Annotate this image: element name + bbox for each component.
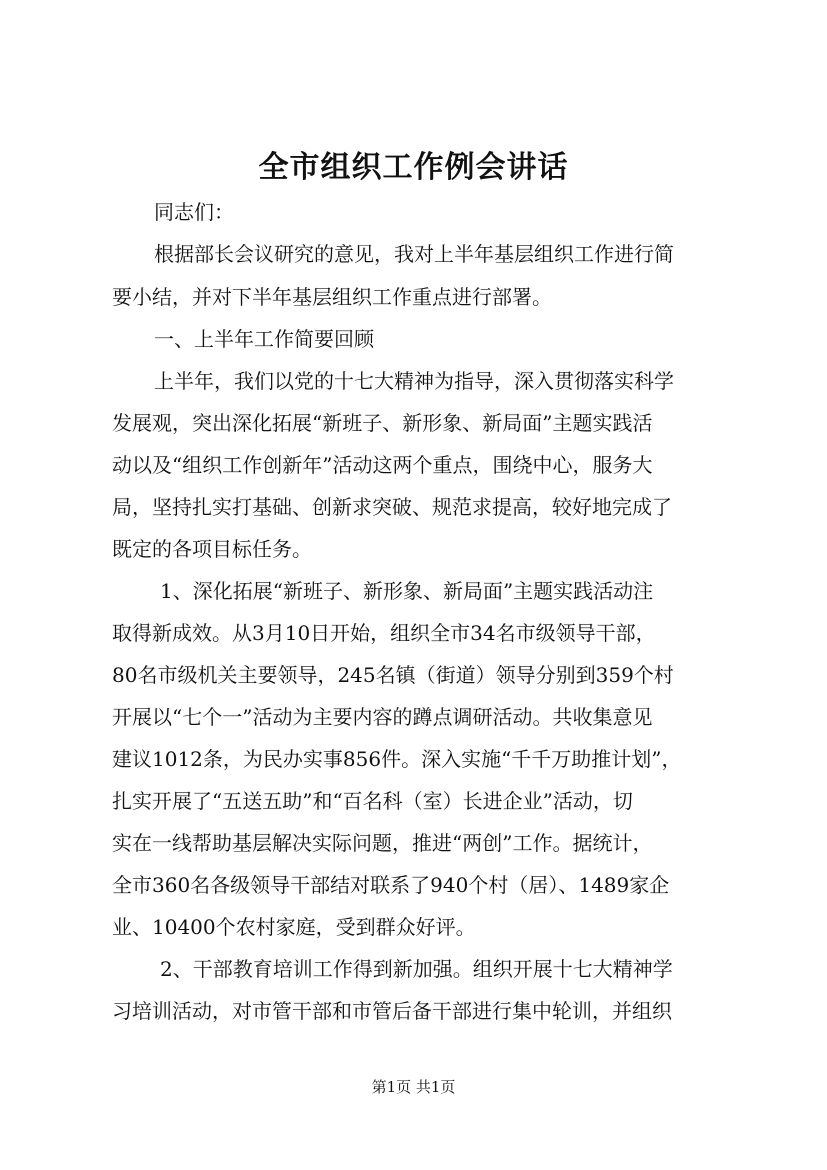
- paragraph-line: 建议1012条，为民办实事856件。深入实施“千千万助推计划”，: [112, 747, 682, 771]
- paragraph-line: 80名市级机关主要领导，245名镇（街道）领导分别到359个村: [112, 663, 674, 687]
- paragraph-line: 业、10400个农村家庭，受到群众好评。: [112, 915, 476, 939]
- section-heading: 一、上半年工作简要回顾: [154, 327, 374, 351]
- paragraph-line: 2、干部教育培训工作得到新加强。组织开展十七大精神学: [160, 957, 673, 981]
- paragraph-line: 全市360名各级领导干部结对联系了940个村（居）、1489家企: [112, 873, 670, 897]
- paragraph-line: 要小结，并对下半年基层组织工作重点进行部署。: [112, 285, 552, 309]
- paragraph-line: 局，坚持扎实打基础、创新求突破、规范求提高，较好地完成了: [112, 495, 672, 519]
- paragraph-line: 1、深化拓展“新班子、新形象、新局面”主题实践活动注: [160, 579, 654, 603]
- paragraph-line: 动以及“组织工作创新年”活动这两个重点，围绕中心，服务大: [112, 453, 653, 477]
- paragraph-line: 扎实开展了“五送五助”和“百名科（室）长进企业”活动，切: [112, 789, 633, 813]
- salutation: 同志们：: [154, 200, 234, 224]
- paragraph-line: 取得新成效。从3月10日开始，组织全市34名市级领导干部，: [112, 621, 656, 645]
- paragraph-line: 既定的各项目标任务。: [112, 537, 312, 561]
- document-title: 全市组织工作例会讲话: [258, 150, 569, 185]
- paragraph-line: 习培训活动，对市管干部和市管后备干部进行集中轮训，并组织: [112, 999, 672, 1023]
- paragraph-line: 实在一线帮助基层解决实际问题，推进“两创”工作。据统计，: [112, 831, 653, 855]
- paragraph-line: 开展以“七个一”活动为主要内容的蹲点调研活动。共收集意见: [112, 705, 653, 729]
- paragraph-line: 上半年，我们以党的十七大精神为指导，深入贯彻落实科学: [154, 369, 674, 393]
- paragraph-line: 根据部长会议研究的意见，我对上半年基层组织工作进行简: [154, 242, 674, 266]
- page-footer: 第1页 共1页: [371, 1078, 456, 1096]
- paragraph-line: 发展观，突出深化拓展“新班子、新形象、新局面”主题实践活: [112, 411, 653, 435]
